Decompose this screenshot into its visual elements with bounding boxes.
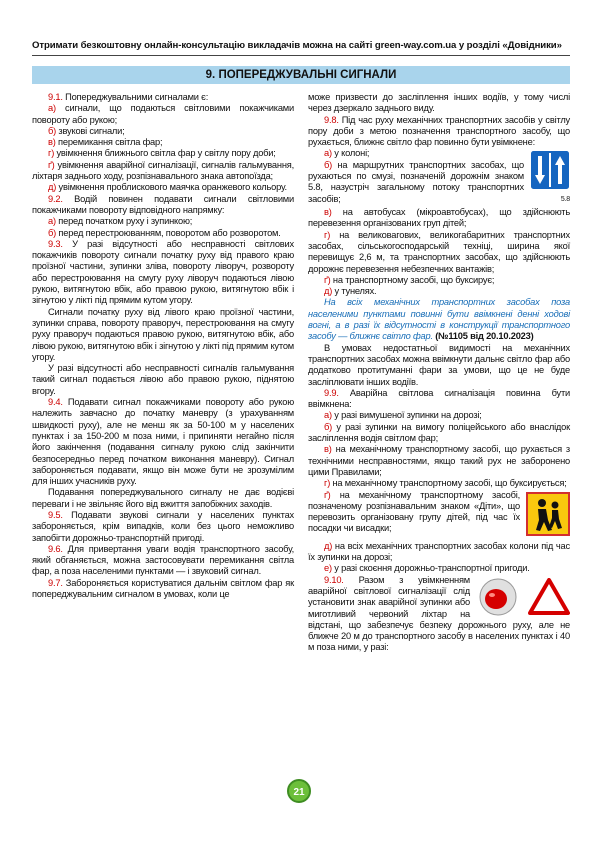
warning-triangle-icon — [528, 578, 570, 616]
right-column: може призвести до засліплення інших водіїв, у тому числі через дзеркало заднього виду. 9.8. Під час руху механічних транспортних засобів у світлу пору доби з метою позначення транспортного засобу, що рухається, ближнє світло фар повинно бути увімкнене: 5.8 а) у колоні; б) на маршрутних транспортних засобах, що рухаються по смузі, позначеній дорожнім знаком 5.8, назустріч загальному потоку транспортних засобів; в) на автобусах (мікроавтобусах), що здійснюють перевезення організованих груп дітей; г) на великовагових, великогабаритних транспортних засобах, сільськогосподарській техніці, ширина якої перевищує 2,6 м, та транспортних засобах, що здійснюють дорожнє перевезення небезпечних вантажів; ґ) на транспортному засобі, що буксирує; д) у тунелях. На всіх механічних транспортних засобах поза населеними пунктами повинні бути ввімкнені денні ходові вогні, а в разі їх відсутності в конструкції транспортного засобу — ближнє світло фар. (№1105 від 20.10.2023) В умовах недостатньої видимості на механічних транспортних засобах можна ввімкнути дальнє світло фар або додатково протитуманні фари за умови, що це не буде засліплювати інших водіїв. 9.9. Аварійна світлова сигналізація повинна бути ввімкнена: а) у разі вимушеної зупинки на дорозі; б) у разі зупинки на вимогу поліцейського або внаслідок засліплення водія світлом фар; в) на механічному транспортному засобі, що рухається з технічними несправностями, якщо такий рух не заборонено цими Правилами; г) на механічному транспортному засобі, що буксирується; ґ) на механічному транспортному засобі, позначеному розпізнавальним знаком «Діти», що перевозить організовану групу дітей, під час їх посадки чи висадки; д) на всіх механічних транспортних засобах колони під час їх зупинки на дорозі; е) у разі скоєння дорожньо-транспортної пригоди. 9.10. Разом з увімкненням аварійної світлової сигналізації слід установити знак аварійної зупинки або миготливий червоний ліхтар на відстані, що забезпечує безпеку дорожнього руху, але не ближче 20 м до транспортного засобу в населених пунктах і 40 м поза ними, у разі: — [308, 92, 571, 653]
header-link-text: Отримати безкоштовну онлайн-консультацію викладачів можна на сайті green-way.com.ua у розділі «Довідники» — [32, 40, 562, 51]
bus-lane-sign-icon — [530, 150, 570, 190]
section-title: 9. ПОПЕРЕДЖУВАЛЬНІ СИГНАЛИ — [32, 66, 570, 84]
amendment-note: На всіх механічних транспортних засобах поза населеними пунктами повинні бути ввімкнені денні ходові вогні, а в разі їх відсутності в конструкції транспортного засобу — ближнє світло фар. (№1105 від 20.10.2023) — [308, 297, 570, 342]
emergency-signs — [476, 577, 570, 617]
page-number-badge: 21 — [287, 779, 311, 803]
red-flashing-lamp-icon — [476, 577, 520, 617]
left-column: 9.1. Попереджувальними сигналами є: а) сигнали, що подаються світловими покажчиками повороту або рукою; б) звукові сигнали; в) перемикання світла фар; г) увімкнення ближнього світла фар у світлу пору доби; ґ) увімкнення аварійної сигналізації, сигналів гальмування, ліхтаря заднього ходу, розпізнавального знака автопоїзда; д) увімкнення проблискового маячка оранжевого кольору. 9.2. Водій повинен подавати сигнали світловими покажчиками повороту відповідного напрямку: а) перед початком руху і зупинкою; б) перед перестроюванням, поворотом або розворотом. 9.3. У разі відсутності або несправності світлових покажчиків повороту сигнали початку руху від правого краю проїзної частини, зупинки зліва, повороту ліворуч, розвороту або перестроювання на смугу руху ліворуч подаються лівою рукою, витягнутою вбік, або правою рукою, витягнутою вбік і зігнутою у лікті під прямим кутом угору. Сигнали початку руху від лівого краю проїзної частини, зупинки справа, повороту праворуч, перестроювання на смугу руху праворуч подаються правою рукою, витягнутою вбік, або лівою рукою, витягнутою вбік і зігнутою у лікті під прямим кутом угору. У разі відсутності або несправності сигналів гальмування такий сигнал подається лівою або правою рукою, піднятою вгору. 9.4. Подавати сигнал покажчиками повороту або рукою належить завчасно до початку маневру (з урахуванням швидкості руху), але не менш як за 50-100 м у населених пунктах і за 150-200 м поза ними, і припиняти негайно після його закінчення (подавання сигналу рукою слід закінчити безпосередньо перед початком виконання маневру). Сигнал забороняється подавати, якщо він може бути не зрозумілим для інших учасників руху. Подавання попереджувального сигналу не дає водієві переваги і не звільняє його від вжиття запобіжних заходів. 9.5. Подавати звукові сигнали у населених пунктах забороняється, крім випадків, коли без цього неможливо запобігти дорожньо-транспортній пригоді. 9.6. Для привертання уваги водія транспортного засобу, який обганяється, можна застосовувати перемикання світла фар, а поза населеними пунктами — і звуковий сигнал. 9.7. Забороняється користуватися дальнім світлом фар як попереджувальним сигналом в умовах, коли це — [32, 92, 294, 600]
sign-5-8 — [530, 150, 570, 205]
children-sign-icon — [526, 492, 570, 536]
sign-5-8-label: 5.8 — [560, 195, 570, 203]
header-rule — [32, 55, 570, 56]
sign-children — [526, 492, 570, 539]
